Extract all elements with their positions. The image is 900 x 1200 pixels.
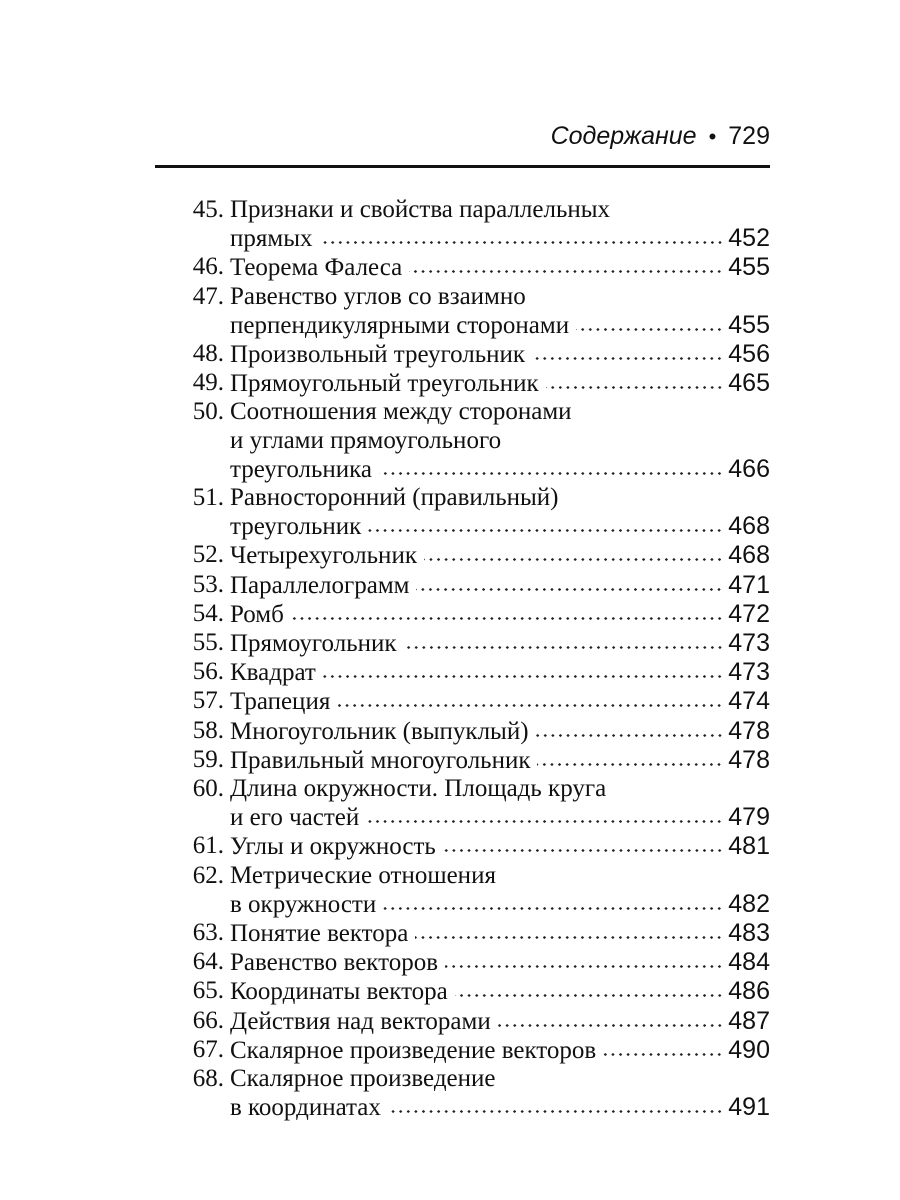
toc-entry-page: 473 bbox=[728, 658, 770, 687]
toc-entry-title-line: Прямоугольник bbox=[230, 630, 397, 658]
toc-entry-title-line: и углами прямоугольного bbox=[230, 426, 502, 454]
toc-entry bbox=[168, 369, 770, 398]
toc-entry-page: 487 bbox=[728, 1006, 770, 1035]
bullet-icon: • bbox=[708, 124, 717, 149]
toc-entry-page: 456 bbox=[728, 340, 770, 369]
toc-entry-title-line: в координатах bbox=[230, 1094, 381, 1122]
dot-leader bbox=[383, 907, 723, 910]
toc-entry bbox=[168, 398, 770, 484]
toc-entry-title-line: Углы и окружность bbox=[230, 833, 436, 861]
toc-entry-number: 51. bbox=[192, 484, 224, 512]
toc-entry-page: 483 bbox=[728, 919, 770, 948]
dot-leader bbox=[415, 936, 723, 939]
header-rule bbox=[155, 165, 770, 168]
dot-leader bbox=[455, 994, 724, 997]
toc-entry bbox=[168, 1036, 770, 1065]
dot-leader bbox=[546, 386, 724, 389]
toc-entry-title-line: Скалярное произведение bbox=[230, 1065, 496, 1093]
toc-entry-page: 474 bbox=[728, 687, 770, 716]
dot-leader bbox=[532, 357, 723, 360]
toc-entry-title-line: Параллелограмм bbox=[230, 571, 410, 599]
toc-entry-page: 468 bbox=[728, 512, 770, 541]
toc-entry bbox=[168, 571, 770, 600]
dot-leader bbox=[536, 734, 724, 737]
toc-entry-page: 455 bbox=[728, 310, 770, 339]
toc-entry-title-line: Теорема Фалеса bbox=[230, 254, 403, 282]
toc-entry-title-line: Ромб bbox=[230, 600, 284, 628]
toc-entry-title-line: Действия над векторами bbox=[230, 1007, 491, 1035]
toc-entry bbox=[168, 196, 770, 253]
toc-entry-number: 55. bbox=[192, 629, 224, 657]
toc-entry bbox=[168, 1065, 770, 1122]
dot-leader bbox=[379, 472, 723, 475]
toc-entry-number: 49. bbox=[192, 369, 224, 397]
dot-leader bbox=[443, 849, 723, 852]
toc-entry-number: 47. bbox=[192, 282, 224, 310]
dot-leader bbox=[603, 1053, 723, 1056]
dot-leader bbox=[320, 241, 724, 244]
toc-entry-number: 54. bbox=[192, 599, 224, 627]
toc-entry bbox=[168, 283, 770, 340]
toc-entry-title-line: Четырехугольник bbox=[230, 542, 417, 570]
dot-leader bbox=[576, 328, 723, 331]
toc-entry-number: 57. bbox=[192, 687, 224, 715]
toc-entry-page: 455 bbox=[728, 253, 770, 282]
toc-entry-page: 478 bbox=[728, 745, 770, 774]
toc-entry-page: 452 bbox=[728, 224, 770, 253]
toc-entry-title-line: Признаки и свойства параллельных bbox=[230, 196, 611, 223]
toc-entry-number: 62. bbox=[192, 861, 224, 889]
toc-entry-title-line: Прямоугольный треугольник bbox=[230, 370, 539, 398]
dot-leader bbox=[409, 270, 723, 273]
toc-entry-number: 66. bbox=[192, 1006, 224, 1034]
running-head bbox=[551, 122, 770, 151]
toc-entry-title-line: и его частей bbox=[230, 804, 360, 832]
toc-entry-page: 482 bbox=[728, 889, 770, 918]
toc-entry bbox=[168, 832, 770, 861]
dot-leader bbox=[498, 1024, 724, 1027]
toc-entry-number: 68. bbox=[192, 1065, 224, 1093]
toc-entry-title-line: треугольник bbox=[230, 513, 362, 541]
toc-entry-title-line: в окружности bbox=[230, 890, 377, 918]
toc-entry-title-line: Соотношения между сторонами bbox=[230, 398, 572, 426]
toc-entry-page: 490 bbox=[728, 1035, 770, 1064]
toc-entry-page: 478 bbox=[728, 716, 770, 745]
toc-entry-page: 484 bbox=[728, 948, 770, 977]
table-of-contents bbox=[168, 196, 770, 1123]
dot-leader bbox=[404, 646, 724, 649]
dot-leader bbox=[537, 763, 723, 766]
toc-entry-page: 479 bbox=[728, 803, 770, 832]
toc-entry-number: 56. bbox=[192, 658, 224, 686]
toc-entry bbox=[168, 658, 770, 687]
toc-entry bbox=[168, 977, 770, 1006]
toc-entry-title-line: перпендикулярными сторонами bbox=[230, 311, 570, 339]
toc-entry bbox=[168, 600, 770, 629]
toc-entry-title-line: Длина окружности. Площадь круга bbox=[230, 775, 607, 803]
toc-entry bbox=[168, 484, 770, 541]
toc-entry-page: 491 bbox=[728, 1093, 770, 1122]
toc-entry-number: 58. bbox=[192, 716, 224, 744]
toc-entry-page: 473 bbox=[728, 629, 770, 658]
dot-leader bbox=[416, 588, 723, 591]
toc-entry-page: 466 bbox=[728, 454, 770, 483]
toc-entry bbox=[168, 340, 770, 369]
toc-entry-number: 65. bbox=[192, 977, 224, 1005]
toc-entry-number: 64. bbox=[192, 948, 224, 976]
toc-entry-number: 46. bbox=[192, 253, 224, 281]
toc-entry bbox=[168, 717, 770, 746]
toc-entry bbox=[168, 775, 770, 832]
toc-entry bbox=[168, 919, 770, 948]
toc-entry-title-line: Произвольный треугольник bbox=[230, 341, 526, 369]
dot-leader bbox=[323, 675, 723, 678]
toc-entry-title-line: Многоугольник (выпуклый) bbox=[230, 717, 529, 745]
dot-leader bbox=[388, 1110, 723, 1113]
toc-entry-title-line: Понятие вектора bbox=[230, 920, 409, 948]
dot-leader bbox=[291, 617, 723, 620]
dot-leader bbox=[368, 529, 723, 532]
toc-entry-number: 63. bbox=[192, 919, 224, 947]
page-number: 729 bbox=[728, 122, 770, 150]
toc-entry-number: 48. bbox=[192, 340, 224, 368]
dot-leader bbox=[337, 704, 723, 707]
toc-entry-title-line: Скалярное произведение векторов bbox=[230, 1036, 597, 1064]
dot-leader bbox=[445, 965, 723, 968]
toc-entry-number: 53. bbox=[192, 570, 224, 598]
toc-entry-title-line: прямых bbox=[230, 225, 313, 253]
toc-entry bbox=[168, 687, 770, 716]
toc-entry-title-line: Равенство углов со взаимно bbox=[230, 282, 526, 310]
toc-entry bbox=[168, 629, 770, 658]
toc-entry-page: 471 bbox=[728, 570, 770, 599]
toc-entry-page: 481 bbox=[728, 832, 770, 861]
toc-entry-number: 50. bbox=[192, 398, 224, 426]
dot-leader bbox=[366, 820, 723, 823]
toc-entry-title-line: Правильный многоугольник bbox=[230, 746, 531, 774]
toc-entry-number: 45. bbox=[192, 196, 224, 223]
toc-entry bbox=[168, 862, 770, 919]
toc-entry-page: 486 bbox=[728, 977, 770, 1006]
toc-entry-title-line: треугольника bbox=[230, 455, 373, 483]
toc-entry-number: 60. bbox=[192, 775, 224, 803]
toc-entry bbox=[168, 253, 770, 282]
toc-entry-page: 465 bbox=[728, 369, 770, 398]
dot-leader bbox=[424, 558, 723, 561]
toc-entry-number: 67. bbox=[192, 1035, 224, 1063]
toc-entry bbox=[168, 1007, 770, 1036]
toc-entry-title-line: Трапеция bbox=[230, 688, 331, 716]
toc-entry-title-line: Метрические отношения bbox=[230, 861, 496, 889]
toc-entry bbox=[168, 746, 770, 775]
toc-entry-title-line: Координаты вектора bbox=[230, 978, 448, 1006]
toc-entry bbox=[168, 541, 770, 570]
toc-entry-number: 52. bbox=[192, 541, 224, 569]
toc-entry-title-line: Равносторонний (правильный) bbox=[230, 484, 559, 512]
running-head-title: Содержание bbox=[550, 122, 697, 150]
toc-entry-title-line: Квадрат bbox=[230, 659, 316, 687]
toc-entry-number: 59. bbox=[192, 745, 224, 773]
toc-entry-title-line: Равенство векторов bbox=[230, 949, 439, 977]
toc-entry-number: 61. bbox=[192, 832, 224, 860]
toc-entry-page: 468 bbox=[728, 541, 770, 570]
toc-entry bbox=[168, 948, 770, 977]
toc-entry-page: 472 bbox=[728, 599, 770, 628]
